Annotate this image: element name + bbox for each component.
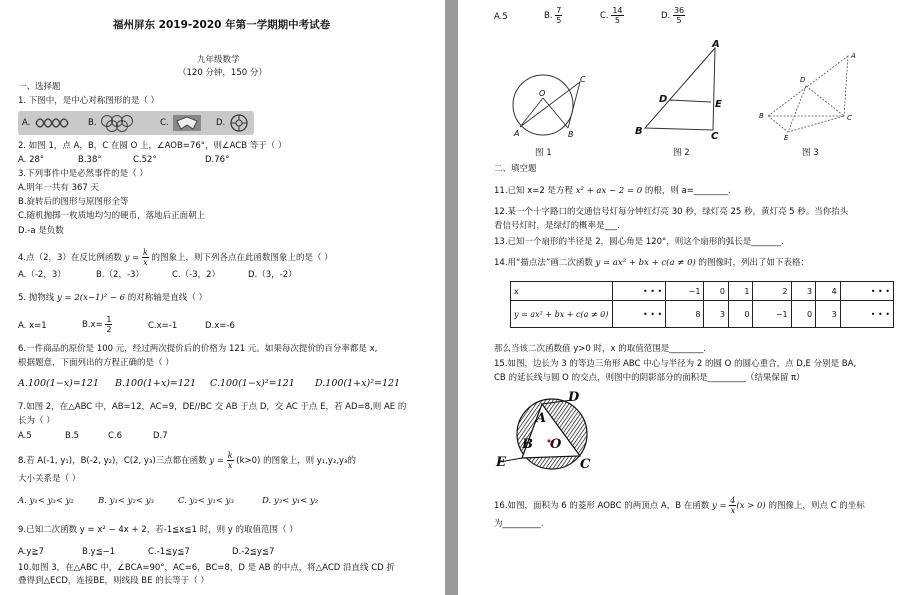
- frac-b-den: 5: [556, 16, 562, 25]
- fig15-label-b: B: [522, 437, 533, 452]
- q5: [18, 293, 207, 304]
- q4-opt-b: B.（2，-3）: [96, 270, 144, 280]
- section-choice: 一、选择题: [18, 82, 61, 92]
- values-table: [510, 281, 894, 328]
- olympic-rings-icon: [100, 114, 134, 132]
- q5-opt-c: C.x=-1: [148, 321, 178, 331]
- q8-opt-d: D. y₃< y₁< y₂: [262, 496, 319, 506]
- q6-opt-d: D.100(1+x)²=121: [315, 378, 401, 389]
- q12-line1: 12.某一个十字路口的交通信号灯每分钟红灯亮 30 秒，绿灯亮 25 秒，黄灯亮 5 秒。当你抬头: [494, 207, 849, 217]
- table-row-y: [511, 301, 894, 328]
- fig15-label-o: O: [550, 437, 562, 452]
- q6-opt-a: A.100(1−x)=121: [18, 378, 99, 389]
- table-cell: x: [511, 282, 613, 301]
- q8-opt-b: B. y₁< y₂< y₃: [98, 496, 154, 506]
- q4-opt-c: C.（-3，2）: [172, 270, 221, 280]
- q2-opt-d: D.76°: [205, 155, 230, 165]
- q8-text-a: 8.若 A(-1, y₁)，B(-2, y₂)，C(2, y₃)三点都在函数: [18, 456, 207, 466]
- fig15-label-e: E: [496, 455, 506, 470]
- fig2-label-a: A: [712, 39, 720, 50]
- q1-opt-a: A.: [22, 118, 31, 128]
- fig1-label-b: B: [568, 130, 574, 139]
- q6-line1: 6.一件商品的原价是 100 元，经过两次提价后的价格为 121 元。如果每次提价的百分率都是 x,: [18, 344, 378, 354]
- fig1-caption: 图 1: [535, 148, 552, 158]
- q5-formula: y = 2(x−1)² − 6: [57, 293, 126, 303]
- table-cell: 2: [753, 282, 791, 301]
- q10-opt-c: [600, 6, 624, 25]
- q4-text-a: 4.点（2，3）在反比例函数: [18, 253, 122, 263]
- q3: 3.下列事件中是必然事件的是（ ）: [18, 169, 148, 179]
- gear-emblem-icon: [228, 113, 250, 133]
- q14-text-b: 的图像时，列出了如下表格：: [698, 258, 810, 268]
- q14-equation: y = ax² + bx + c(a ≠ 0): [595, 258, 696, 268]
- fig2-caption: 图 2: [673, 148, 690, 158]
- q4-opt-d: D.（3，-2）: [248, 270, 297, 280]
- q14-answer: 那么当该二次函数值 y>0 时，x 的取值范围是________.: [494, 344, 706, 354]
- fig3-label-c: C: [847, 114, 852, 122]
- q11-text-a: 11.已知 x=2 是方程: [494, 186, 573, 196]
- q8-opt-c: C. y₂< y₁< y₃: [178, 496, 234, 506]
- figure-3-fold: [756, 50, 861, 140]
- q4-opt-a: A.（-2，3）: [18, 270, 66, 280]
- q8-formula: y = $\frac{k}{x}$: [209, 451, 233, 470]
- q7-opt-d: D.7: [153, 431, 168, 441]
- fig3-label-b: B: [759, 112, 764, 120]
- q1-opt-b: B.: [88, 118, 97, 128]
- q7-opt-a: A.5: [18, 431, 32, 441]
- q2-opt-b: B.38°: [78, 155, 102, 165]
- q4: [18, 248, 333, 267]
- q5-opt-d: D.x=-6: [205, 321, 235, 331]
- q10-opt-b-label: B.: [544, 11, 553, 21]
- frac-b-num: 7: [556, 6, 562, 15]
- fig2-label-c: C: [711, 131, 719, 142]
- q14-text-a: 14.用“描点法”画二次函数: [494, 258, 593, 268]
- q6-opt-b: B.100(1+x)=121: [115, 378, 197, 389]
- fig2-label-d: D: [659, 94, 668, 105]
- q10-opt-a: A.5: [494, 12, 508, 22]
- q9-opt-a: A.y≧7: [18, 547, 44, 557]
- q16-line1: [494, 496, 865, 515]
- section-fill: 二、填空题: [494, 164, 537, 174]
- q4-text-b: 的图象上，则下列各点在此函数图象上的是（ ）: [151, 253, 333, 263]
- q7-opt-b: B.5: [65, 431, 79, 441]
- q7-opt-c: C.6: [108, 431, 123, 441]
- fig15-label-c: C: [580, 457, 591, 472]
- exam-title: 福州屏东 2019-2020 年第一学期期中考试卷: [113, 19, 331, 31]
- q2-opt-a: A. 28°: [18, 155, 45, 165]
- q8-text-b: (k>0) 的图象上，则 y₁,y₂,y₃的: [236, 456, 356, 466]
- q5-opt-b: B.x= $\frac{1}{2}$: [82, 315, 112, 334]
- q10-opt-c-label: C.: [600, 11, 609, 21]
- page-right: [458, 0, 918, 595]
- frac-c-den: 5: [614, 16, 620, 25]
- q2-opt-c: C.52°: [133, 155, 157, 165]
- q3-opt-b: B.旋转后的图形与原图形全等: [18, 197, 129, 207]
- table-cell: 3: [704, 301, 729, 328]
- q10-opt-d-label: D.: [661, 11, 671, 21]
- fig3-label-e: E: [784, 134, 789, 142]
- table-cell: • • •: [613, 301, 666, 328]
- q5-opt-a: A. x=1: [18, 321, 47, 331]
- fig3-caption: 图 3: [802, 148, 819, 158]
- table-cell: −1: [753, 301, 791, 328]
- q1-opt-d: D.: [216, 118, 226, 128]
- q9-opt-d: D.-2≦y≦7: [232, 547, 275, 557]
- q5-text-a: 5. 抛物线: [18, 293, 55, 303]
- table-cell: 3: [791, 282, 816, 301]
- q16-line2: 为_________.: [494, 519, 544, 529]
- q9-opt-b: B.y≦−1: [82, 547, 116, 557]
- table-cell: • • •: [613, 282, 666, 301]
- table-cell: • • •: [840, 282, 893, 301]
- subject: 九年级数学: [197, 55, 240, 65]
- table-cell: y = ax² + bx + c(a ≠ 0): [511, 301, 613, 328]
- q8-line1: [18, 451, 356, 470]
- q10-line2: 叠得到△ECD，连接BE，则线段 BE 的长等于（ ）: [18, 576, 209, 586]
- q3-opt-a: A.明年一共有 367 天: [18, 183, 99, 193]
- fig15-label-d: D: [568, 390, 580, 405]
- frac-d-den: 5: [676, 16, 682, 25]
- table-cell: 0: [704, 282, 729, 301]
- q10-opt-d: [661, 6, 685, 25]
- q10-line1: 10.如图 3，在△ABC 中，∠BCA=90°，AC=6，BC=8，D 是 AB 的中点，将△ACD 沿直线 CD 折: [18, 563, 395, 573]
- knot-pattern-icon: [34, 113, 70, 133]
- q8-opt-a: A. y₁< y₃< y₂: [18, 496, 74, 506]
- q1-opt-c: C.: [160, 118, 169, 128]
- frac-d-num: 36: [673, 6, 685, 15]
- q14: [494, 258, 809, 269]
- table-cell: −1: [666, 282, 704, 301]
- q5-opt-b-label: B.x=: [82, 320, 103, 330]
- fig2-label-b: B: [635, 126, 643, 137]
- figure-15-circle-triangle: [494, 390, 604, 470]
- q16-text-b: 的图像上，则点 C 的坐标: [768, 501, 865, 511]
- table-cell: 8: [666, 301, 704, 328]
- q5-text-b: 的对称轴是直线（ ）: [127, 293, 207, 303]
- fig1-label-o: O: [539, 89, 546, 98]
- q15-line2: CB 的延长线与圆 O 的交点，则图中的阴影部分的面积是_________（结果保留 π）: [494, 373, 805, 383]
- q11: [494, 186, 731, 197]
- q6-line2: 根据题意，下面列出的方程正确的是（ ）: [18, 358, 174, 368]
- q3-opt-c: C.随机抛掷一枚质地均匀的硬币，落地后正面朝上: [18, 211, 206, 221]
- figure-1-circle: [508, 70, 588, 140]
- q11-equation: x² + ax − 2 = 0: [575, 186, 643, 196]
- fig15-label-a: A: [536, 411, 547, 426]
- q1: 1. 下图中，是中心对称图形的是（ ）: [18, 96, 160, 106]
- q7-line1: 7.如图 2，在△ABC 中，AB=12，AC=9，DE//BC 交 AB 于点 D，交 AC 于点 E，若 AD=8,则 AE 的: [18, 402, 407, 412]
- fig3-label-a: A: [851, 52, 856, 60]
- q15-line1: 15.如图，边长为 3 的等边三角形 ABC 中心与半径为 2 的圆 O 的圆心重合，点 D,E 分别是 BA,: [494, 359, 857, 369]
- q11-text-b: 的根，则 a=________.: [644, 186, 731, 196]
- q13: 13.已知一个扇形的半径是 2，圆心角是 120°，则这个扇形的弧长是_______.: [494, 237, 784, 247]
- fig1-label-a: A: [514, 129, 520, 138]
- page-left: [0, 0, 445, 595]
- q4-formula: y = $\frac{k}{x}$: [124, 248, 148, 267]
- table-cell: • • •: [840, 301, 893, 328]
- table-cell: 4: [816, 282, 841, 301]
- q9-opt-c: C.-1≦y≦7: [148, 547, 190, 557]
- q8-line2: 大小关系是（ ）: [18, 474, 81, 484]
- q10-opt-b: [544, 6, 562, 25]
- q3-opt-d: D.-a 是负数: [18, 226, 64, 236]
- q6-opt-c: C.100(1−x)²=121: [210, 378, 295, 389]
- table-cell: 1: [728, 282, 753, 301]
- q16-formula: y = $\frac{4}{x}$ (x > 0): [711, 496, 766, 515]
- fig1-label-c: C: [580, 75, 586, 84]
- table-row-x: [511, 282, 894, 301]
- q16-text-a: 16.如图，面积为 6 的菱形 AOBC 的两顶点 A，B 在函数: [494, 501, 710, 511]
- fig2-label-e: E: [715, 99, 722, 110]
- fig3-label-d: D: [800, 76, 806, 84]
- butterfly-emblem-icon: [172, 113, 202, 133]
- q2: 2. 如图 1，点 A，B，C 在圆 O 上，∠AOB=76°，则∠ACB 等于（ ）: [18, 141, 287, 151]
- figure-2-triangle: [633, 40, 728, 140]
- table-cell: 3: [816, 301, 841, 328]
- q7-line2: 长为（ ）: [18, 416, 55, 426]
- table-cell: 0: [728, 301, 753, 328]
- time-score: （120 分钟，150 分）: [178, 68, 267, 78]
- q12-line2: 看信号灯时，是绿灯的概率是___.: [494, 221, 620, 231]
- table-cell: 0: [791, 301, 816, 328]
- frac-c-num: 14: [612, 6, 623, 15]
- q9: 9.已知二次函数 y = x² − 4x + 2，若-1≦x≦1 时，则 y 的取值范围（ ）: [18, 525, 298, 535]
